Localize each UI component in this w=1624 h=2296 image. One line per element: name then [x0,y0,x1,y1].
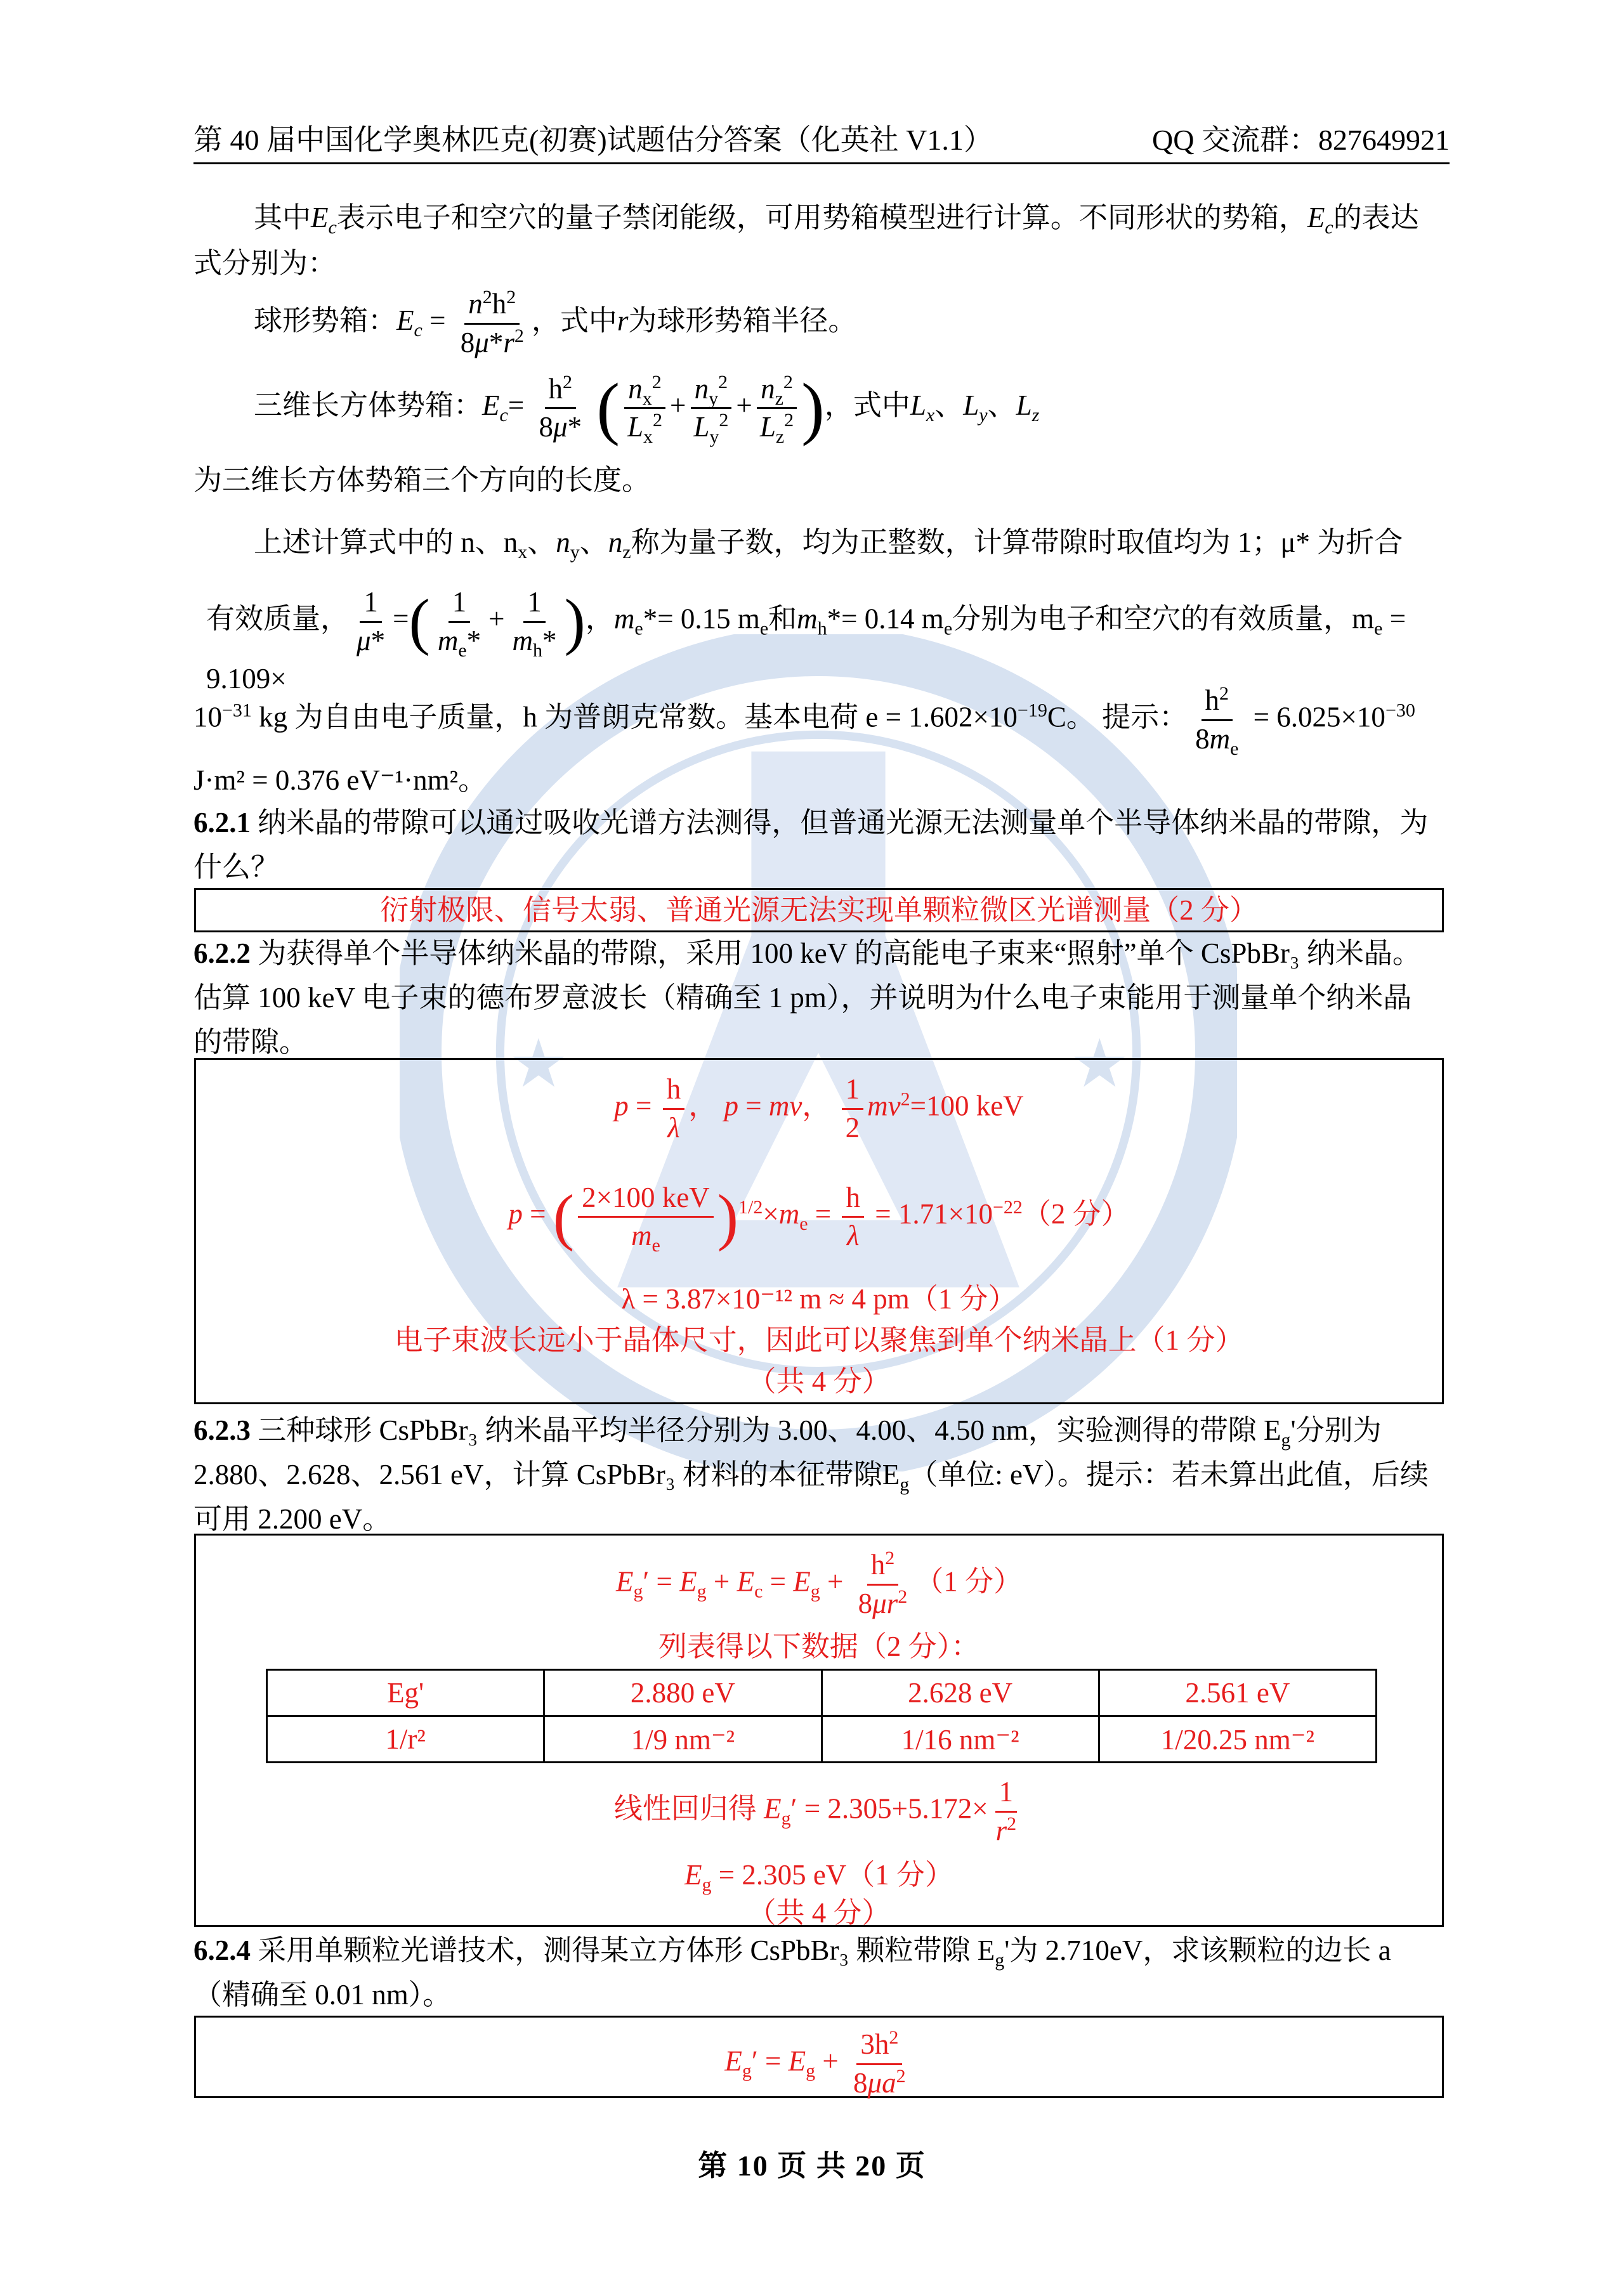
question-6-2-1-line2: 什么？ [193,851,280,883]
sphere-formula: 球形势箱：$E_c$ = $\frac{n^2h^2}{8\mu*r^2}$ ，式中r为球形势箱半径。 [254,287,857,358]
reduced-mass-line: 有效质量， $\frac{1}{\mu*}$ =( $\frac{1}{m_e*}$ + $\frac{1}{m_h*}$ )，$m_e*= 0.15$ $m_e$和$m_h*= 0.14$ $m_e$分别为电子和空穴的有效质量，$m_e = 9.109\times$ [206,586,1406,695]
header-title: 第 40 届中国化学奥林匹克(初赛)试题估分答案（化英社 V1.1） [193,124,993,156]
answer-result: $E_g = 2.305$ eV（1 分） [684,1859,954,1895]
table-cell: 1/16 nm⁻² [822,1716,1099,1763]
table-caption: 列表得以下数据（2 分）： [658,1631,980,1662]
answer-formula-calc: p = ( $\frac{\text{2×100 keV}}{m_e}$ )$^{1/2}\times m_e$ = $\frac{h}{\lambda}$ = $1.71\times 10^{-22}(2$ 分） [508,1181,1130,1256]
intro-text: = 6.025×10 [1246,701,1385,733]
question-6-2-2-line3: 的带隙。 [193,1026,308,1058]
intro-text: = 9.109× [206,603,1406,695]
answer-total: （共 4 分） [747,1897,891,1929]
answer-text: 衍射极限、信号太弱、普通光源无法实现单颗粒微区光谱测量（2 分） [380,894,1258,926]
intro-text: = 0.15 m [657,603,760,635]
intro-text: kg 为自由电子质量，h 为普朗克常数。基本电荷 e = 1.602×10 [251,701,1018,733]
question-text: 纳米晶的带隙可以通过吸收光谱方法测得，但普通光源无法测量单个半导体纳米晶的带隙，为 [251,807,1429,838]
table-cell: 2.561 eV [1099,1670,1376,1716]
question-6-2-3-line3: 可用 2.200 eV。 [193,1503,391,1535]
question-text: 采用单颗粒光谱技术，测得某立方体形 CsPbBr₃ 颗粒带隙 E [251,1934,995,1966]
table-cell: Eg' [267,1670,544,1716]
answer-text: = 2.305+5.172× [797,1792,988,1825]
header-qq-group: QQ 交流群：827649921 [1152,124,1450,156]
quantum-number-paragraph: 上述计算式中的 n、$n_x$、$n_y$、$n_z$称为量子数，均为正整数，计算带隙时取值均为 1；μ* 为折合 [254,526,1403,563]
intro-text: 表示电子和空穴的量子禁闭能级，可用势箱模型进行计算。不同形状的势箱， [336,202,1307,233]
question-6-2-2-line2: 估算 100 keV 电子束的德布罗意波长（精确至 1 pm），并说明为什么电子束能用于测量单个纳米晶 [193,982,1412,1014]
question-text: 三种球形 CsPbBr₃ 纳米晶平均半径分别为 3.00、4.00、4.50 nm，实验测得的带隙 E [251,1414,1281,1446]
answer-box-6-2-1 [194,888,1444,932]
intro-line-2: 式分别为： [193,247,337,279]
answer-formula-bandgap: $E_g' = E_g + E_c = E_g$ + $\frac{h^2}{8\mu r^2}$ （1 分） [615,1548,1023,1619]
table-cell: 1/9 nm⁻² [544,1716,822,1763]
formula-text: 为球形势箱半径。 [628,304,857,337]
formula-text: ，式中 [824,389,910,421]
answer-score: （2 分） [1022,1197,1130,1230]
intro-text: 上述计算式中的 n、n [254,526,518,558]
intro-text: 其中 [254,202,311,233]
intro-text: 和 [768,603,797,635]
intro-text: 的表达 [1333,202,1419,233]
answer-text: = 2.305 eV（1 分） [711,1859,954,1891]
intro-text: 分别为电子和空穴的有效质量，m [952,603,1375,635]
constants-line: $10^{-31}$ kg 为自由电子质量，h 为普朗克常数。基本电荷 $e = 1.602\times 10^{-19}C$。 提示： $\frac{h^2}{8m_e}$ = $6.025\times 10^{-30}$ [193,683,1415,759]
intro-paragraph: 其中$E_c$表示电子和空穴的量子禁闭能级，可用势箱模型进行计算。不同形状的势箱，$E_c$的表达 [254,202,1419,238]
answer-total: （共 4 分） [747,1366,891,1397]
answer-text: E [684,1859,702,1891]
answer-regression: 线性回归得 $E_g' = 2.305+5.172\times$ $\frac{1}{r^2}$ [613,1776,1017,1846]
answer-formula-momentum: p = $\frac{h}{\lambda}$ ， p = mv， $\frac{1}{2}$ $mv^2=100$ keV [614,1073,1024,1144]
intro-text: 10 [193,701,222,733]
question-text: '为 2.710eV，求该颗粒的边长 a [1004,1934,1391,1966]
data-table [266,1669,1377,1763]
intro-text: 称为量子数，均为正整数，计算带隙时取值均为 1；μ* 为折合 [631,526,1403,558]
intro-text: 有效质量， [206,603,350,635]
question-text: （单位: eV）。提示：若未算出此值，后续 [909,1459,1429,1490]
answer-box-6-2-3 [194,1534,1444,1927]
page-header [193,113,1450,164]
answer-wavelength: λ = 3.87×10⁻¹² m ≈ 4 pm（1 分） [621,1283,1017,1315]
question-6-2-3-line2: 2.880、2.628、2.561 eV，计算 CsPbBr₃ 材料的本征带隙$E_g$（单位: eV）。提示：若未算出此值，后续 [193,1459,1429,1495]
table-cell: 1/20.25 nm⁻² [1099,1716,1376,1763]
table-cell: 2.880 eV [544,1670,822,1716]
answer-formula-cube: $E_g' = E_g$ + $\frac{3h^2}{8\mu a^2}$ [724,2027,906,2099]
question-6-2-4-line2: （精确至 0.01 nm）。 [193,1979,452,2011]
question-text: 为获得单个半导体纳米晶的带隙，采用 100 keV 的高能电子束来“照射”单个 CsPbBr₃ 纳米晶。 [251,937,1421,969]
table-row [267,1716,1377,1763]
question-number: 6.2.3 [193,1414,251,1446]
question-number: 6.2.2 [193,937,251,969]
constants-line-2: J·m² = 0.376 eV⁻¹·nm²。 [193,764,487,796]
intro-text: C。 提示： [1047,701,1188,733]
question-6-2-4: 6.2.4 采用单颗粒光谱技术，测得某立方体形 CsPbBr₃ 颗粒带隙 $E_g'$为 2.710eV，求该颗粒的边长 a [193,1934,1391,1971]
table-cell: 2.628 eV [822,1670,1099,1716]
intro-text: = 0.14 m [841,603,944,635]
answer-text: = 1.71×10 [867,1197,993,1230]
question-number: 6.2.1 [193,807,251,838]
answer-text: 线性回归得 [613,1792,764,1825]
box-formula-tail: 为三维长方体势箱三个方向的长度。 [193,464,651,496]
question-6-2-2 [193,931,1443,975]
question-number: 6.2.4 [193,1934,251,1966]
svg-text:★: ★ [1070,1024,1130,1102]
formula-text: ，式中 [531,304,617,337]
answer-box-6-2-2 [194,1058,1444,1404]
table-row [267,1670,1377,1716]
answer-explanation: 电子束波长远小于晶体尺寸，因此可以聚焦到单个纳米晶上（1 分） [394,1324,1244,1356]
question-text: '分别为 [1290,1414,1382,1446]
answer-text: =100 keV [910,1090,1024,1122]
box-formula: 三维长方体势箱：$E_c=$ $\frac{h^2}{8\mu*}$ ( $\frac{n_x^2}{L_x^2}$ + $\frac{n_y^2}{L_y^2}$ + $\frac{n_z^2}{L_z^2}$ )，式中$L_x$、$L_y$、$L_z$ [254,369,1040,447]
page-footer: 第 10 页 共 20 页 [698,2149,926,2182]
formula-label: 球形势箱： [254,304,397,337]
question-6-2-1 [193,800,1443,845]
answer-box-6-2-4 [194,2016,1444,2098]
formula-label: 三维长方体势箱： [254,389,483,421]
table-cell: 1/r² [267,1716,544,1763]
question-text: 2.880、2.628、2.561 eV，计算 CsPbBr₃ 材料的本征带隙E [193,1459,900,1490]
answer-score: （1 分） [915,1565,1023,1598]
question-6-2-3: 6.2.3 三种球形 CsPbBr₃ 纳米晶平均半径分别为 3.00、4.00、4.50 nm，实验测得的带隙 $E_g'$分别为 [193,1414,1382,1451]
svg-text:★: ★ [508,1024,569,1102]
